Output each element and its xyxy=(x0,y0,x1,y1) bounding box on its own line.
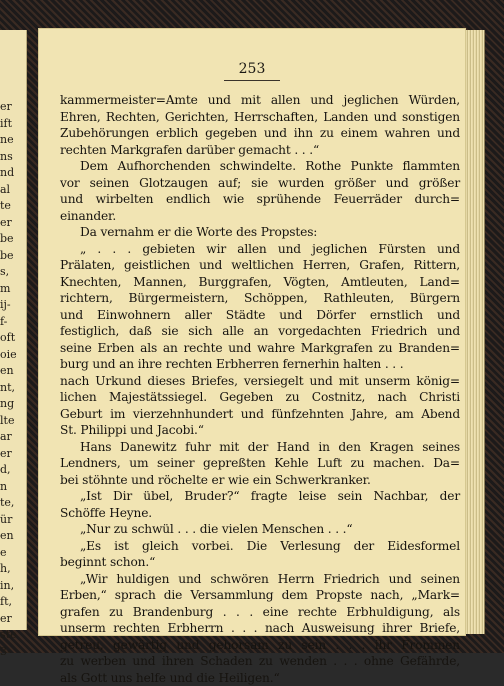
text-line: grafen zu Brandenburg . . . eine rechte Erbhuldigung, als xyxy=(60,604,460,621)
text-line: lichen Majestätssiegel. Gegeben zu Costnitz, nach Christi xyxy=(60,389,460,406)
text-line: Da vernahm er die Worte des Propstes: xyxy=(60,224,460,241)
text-line: burg und an ihre rechten Erbherren fernerhin halten . . . xyxy=(60,356,460,373)
left-page-fragment: 3- xyxy=(0,645,11,658)
text-line: Prälaten, geistlichen und weltlichen Herren, Grafen, Rittern, xyxy=(60,257,460,274)
left-page-fragment: be xyxy=(0,249,14,262)
text-line: richtern, Bürgermeistern, Schöppen, Rathleuten, Bürgern xyxy=(60,290,460,307)
left-page-fragment: ift xyxy=(0,117,12,130)
text-line: kammermeister=Amte und mit allen und jeglichen Würden, xyxy=(60,92,460,109)
text-line: getreu, gewärtig und gehorsam zu sein . . . ihr Frommen xyxy=(60,637,460,654)
text-line: „Nur zu schwül . . . die vielen Menschen . . .“ xyxy=(60,521,460,538)
text-line: rechten Markgrafen darüber gemacht . . .“ xyxy=(60,142,460,159)
left-page-fragment: d, xyxy=(0,463,11,476)
body-text xyxy=(60,92,460,686)
left-page-fragment: ft, xyxy=(0,595,12,608)
left-page-edge xyxy=(0,30,27,630)
text-line: Dem Aufhorchenden schwindelte. Rothe Punkte flammten xyxy=(60,158,460,175)
text-line: vor seinen Glotzaugen auf; sie wurden größer und größer xyxy=(60,175,460,192)
left-page-fragment: in, xyxy=(0,579,14,592)
right-page xyxy=(38,28,466,636)
text-line: seine Erben als an rechte und wahre Markgrafen zu Branden= xyxy=(60,340,460,357)
text-line: und wirbelten endlich wie sprühende Feuerräder durch= xyxy=(60,191,460,208)
page-number: 253 xyxy=(226,61,278,77)
text-line: „Ist Dir übel, Bruder?“ fragte leise sein Nachbar, der xyxy=(60,488,460,505)
text-line: „Es ist gleich vorbei. Die Verlesung der Eidesformel xyxy=(60,538,460,555)
left-page-fragment: e xyxy=(0,546,7,559)
left-page-fragment: en xyxy=(0,529,14,542)
text-line: nach Urkund dieses Briefes, versiegelt und mit unserm könig= xyxy=(60,373,460,390)
text-line: Zubehörungen erblich gegeben und ihn zu einem wahren und xyxy=(60,125,460,142)
left-page-fragment: m xyxy=(0,282,10,295)
text-line: Erben,“ sprach die Versammlung dem Propste nach, „Mark= xyxy=(60,587,460,604)
left-page-fragment: oie xyxy=(0,348,17,361)
text-line: Geburt im vierzehnhundert und fünfzehnten Jahre, am Abend xyxy=(60,406,460,423)
left-page-fragment: h, xyxy=(0,562,11,575)
left-page-fragment: te, xyxy=(0,496,14,509)
text-line: Lendners, um seiner gepreßten Kehle Luft zu machen. Da= xyxy=(60,455,460,472)
text-line: bei stöhnte und röchelte er wie ein Schwerkranker. xyxy=(60,472,460,489)
left-page-fragment: n xyxy=(0,480,7,493)
left-page-fragment: s, xyxy=(0,265,9,278)
left-page-fragment: nd xyxy=(0,166,14,179)
text-line: als Gott uns helfe und die Heiligen.“ xyxy=(60,670,460,686)
left-page-fragment: er xyxy=(0,447,12,460)
left-page-fragment: ns xyxy=(0,150,13,163)
left-page-fragment: te xyxy=(0,199,11,212)
text-line: Schöffe Heyne. xyxy=(60,505,460,522)
left-page-fragment: ür xyxy=(0,513,12,526)
text-line: einander. xyxy=(60,208,460,225)
text-line: „ . . . gebieten wir allen und jeglichen Fürsten und xyxy=(60,241,460,258)
left-page-fragment: ng xyxy=(0,397,14,410)
left-page-fragment: en xyxy=(0,364,14,377)
text-line: „Wir huldigen und schwören Herrn Friedrich und seinen xyxy=(60,571,460,588)
left-page-fragment: er xyxy=(0,612,12,625)
text-line: unserm rechten Erbherrn . . . nach Ausweisung ihrer Briefe, xyxy=(60,620,460,637)
text-line: St. Philippi und Jacobi.“ xyxy=(60,422,460,439)
text-line: Knechten, Mannen, Burggrafen, Vögten, Amtleuten, Land= xyxy=(60,274,460,291)
left-page-fragment: ar xyxy=(0,430,12,443)
left-page-fragment: oft xyxy=(0,331,15,344)
text-line: zu werben und ihren Schaden zu wenden . . . ohne Gefährde, xyxy=(60,653,460,670)
text-line: Hans Danewitz fuhr mit der Hand in den Kragen seines xyxy=(60,439,460,456)
left-page-fragment: al xyxy=(0,183,10,196)
header-rule xyxy=(224,80,280,81)
text-line: festiglich, daß sie sich alle an vorgedachten Friedrich und xyxy=(60,323,460,340)
text-line: Ehren, Rechten, Gerichten, Herrschaften, Landen und sonstigen xyxy=(60,109,460,126)
left-page-fragment: ste xyxy=(0,628,17,641)
left-page-fragment: ij- xyxy=(0,298,11,311)
left-page-fragment: lte xyxy=(0,414,14,427)
left-page-fragment: nt, xyxy=(0,381,15,394)
page-stack-edge xyxy=(466,30,485,634)
left-page-fragment: f- xyxy=(0,315,7,328)
left-page-fragment: er xyxy=(0,216,12,229)
left-page-fragment: ne xyxy=(0,133,14,146)
text-line: beginnt schon.“ xyxy=(60,554,460,571)
left-page-fragment: er xyxy=(0,100,12,113)
text-line: und Einwohnern aller Städte und Dörfer ernstlich und xyxy=(60,307,460,324)
left-page-fragment: be xyxy=(0,232,14,245)
